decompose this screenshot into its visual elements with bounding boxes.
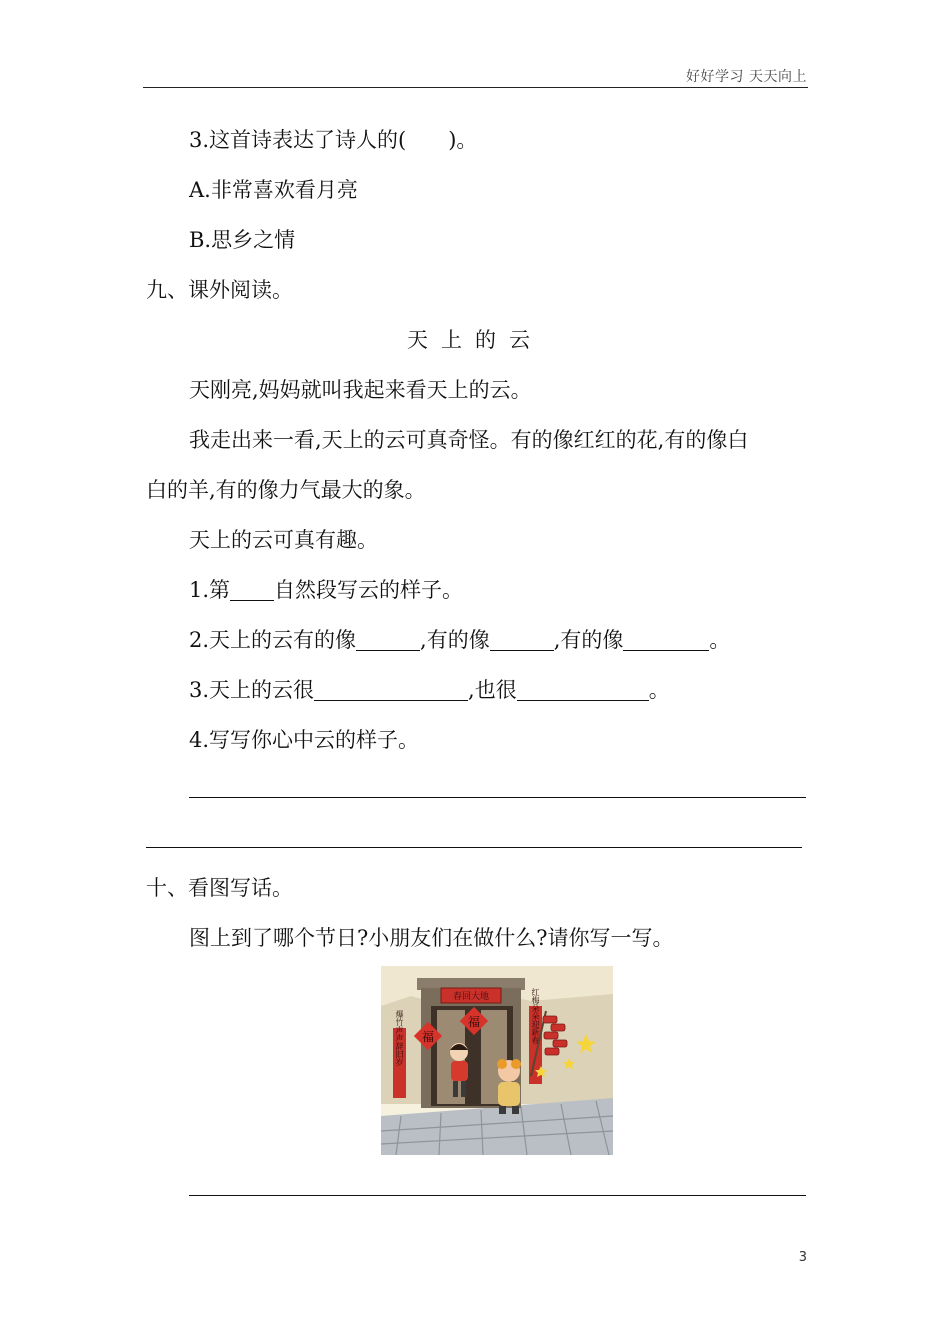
question-9-4: 4.写写你心中云的样子。 [189, 728, 420, 752]
answer-blank-9-2b[interactable] [490, 628, 554, 651]
fu-character-left: 福 [421, 1030, 435, 1044]
option-b: B.思乡之情 [189, 228, 296, 252]
answer-blank-9-2a[interactable] [356, 628, 420, 651]
writing-line-2[interactable] [146, 847, 802, 848]
door-banner-text: 春回大地 [452, 992, 490, 1002]
question-9-3-end: 。 [648, 678, 670, 702]
section-9-heading: 九、课外阅读。 [146, 278, 293, 302]
passage-paragraph-3: 天上的云可真有趣。 [189, 528, 378, 552]
question-9-2-prefix: 2.天上的云有的像 [189, 628, 357, 652]
section-10-heading: 十、看图写话。 [146, 876, 293, 900]
page-number: 3 [798, 1250, 807, 1265]
writing-line-1[interactable] [189, 797, 806, 798]
header-rule [143, 87, 808, 88]
question-8-3: 3.这首诗表达了诗人的( )。 [189, 128, 478, 152]
section-10-prompt: 图上到了哪个节日?小朋友们在做什么?请你写一写。 [189, 926, 674, 950]
question-9-2-mid-2: ,有的像 [553, 628, 624, 652]
question-9-1-prefix: 1.第 [189, 578, 231, 602]
left-couplet-text: 爆竹声声辞旧岁 [395, 1010, 404, 1066]
question-9-3-prefix: 3.天上的云很 [189, 678, 315, 702]
passage-paragraph-2-line-1: 我走出来一看,天上的云可真奇怪。有的像红红的花,有的像白 [189, 428, 749, 452]
answer-blank-9-2c[interactable] [623, 628, 709, 651]
writing-line-3[interactable] [189, 1195, 806, 1196]
question-9-3 [189, 675, 670, 705]
header-motto: 好好学习 天天向上 [686, 69, 807, 85]
question-9-1-suffix: 自然段写云的样子。 [274, 578, 464, 602]
passage-title: 天上的云 [407, 328, 543, 352]
question-9-3-mid: ,也很 [468, 678, 517, 702]
passage-paragraph-2-line-2: 白的羊,有的像力气最大的象。 [146, 478, 426, 502]
spring-festival-illustration [381, 966, 613, 1155]
question-9-2-end: 。 [709, 628, 731, 652]
passage-paragraph-1: 天刚亮,妈妈就叫我起来看天上的云。 [189, 378, 532, 402]
fu-character-right: 福 [467, 1015, 481, 1029]
answer-blank-9-3a[interactable] [314, 678, 468, 701]
question-9-2 [189, 625, 730, 655]
option-a: A.非常喜欢看月亮 [189, 178, 358, 202]
answer-blank-9-1[interactable] [230, 578, 274, 601]
right-couplet-text: 红梅朵朵迎新春 [531, 988, 540, 1044]
question-9-2-mid-1: ,有的像 [420, 628, 490, 652]
question-9-1 [189, 575, 463, 605]
answer-blank-9-3b[interactable] [517, 678, 649, 701]
